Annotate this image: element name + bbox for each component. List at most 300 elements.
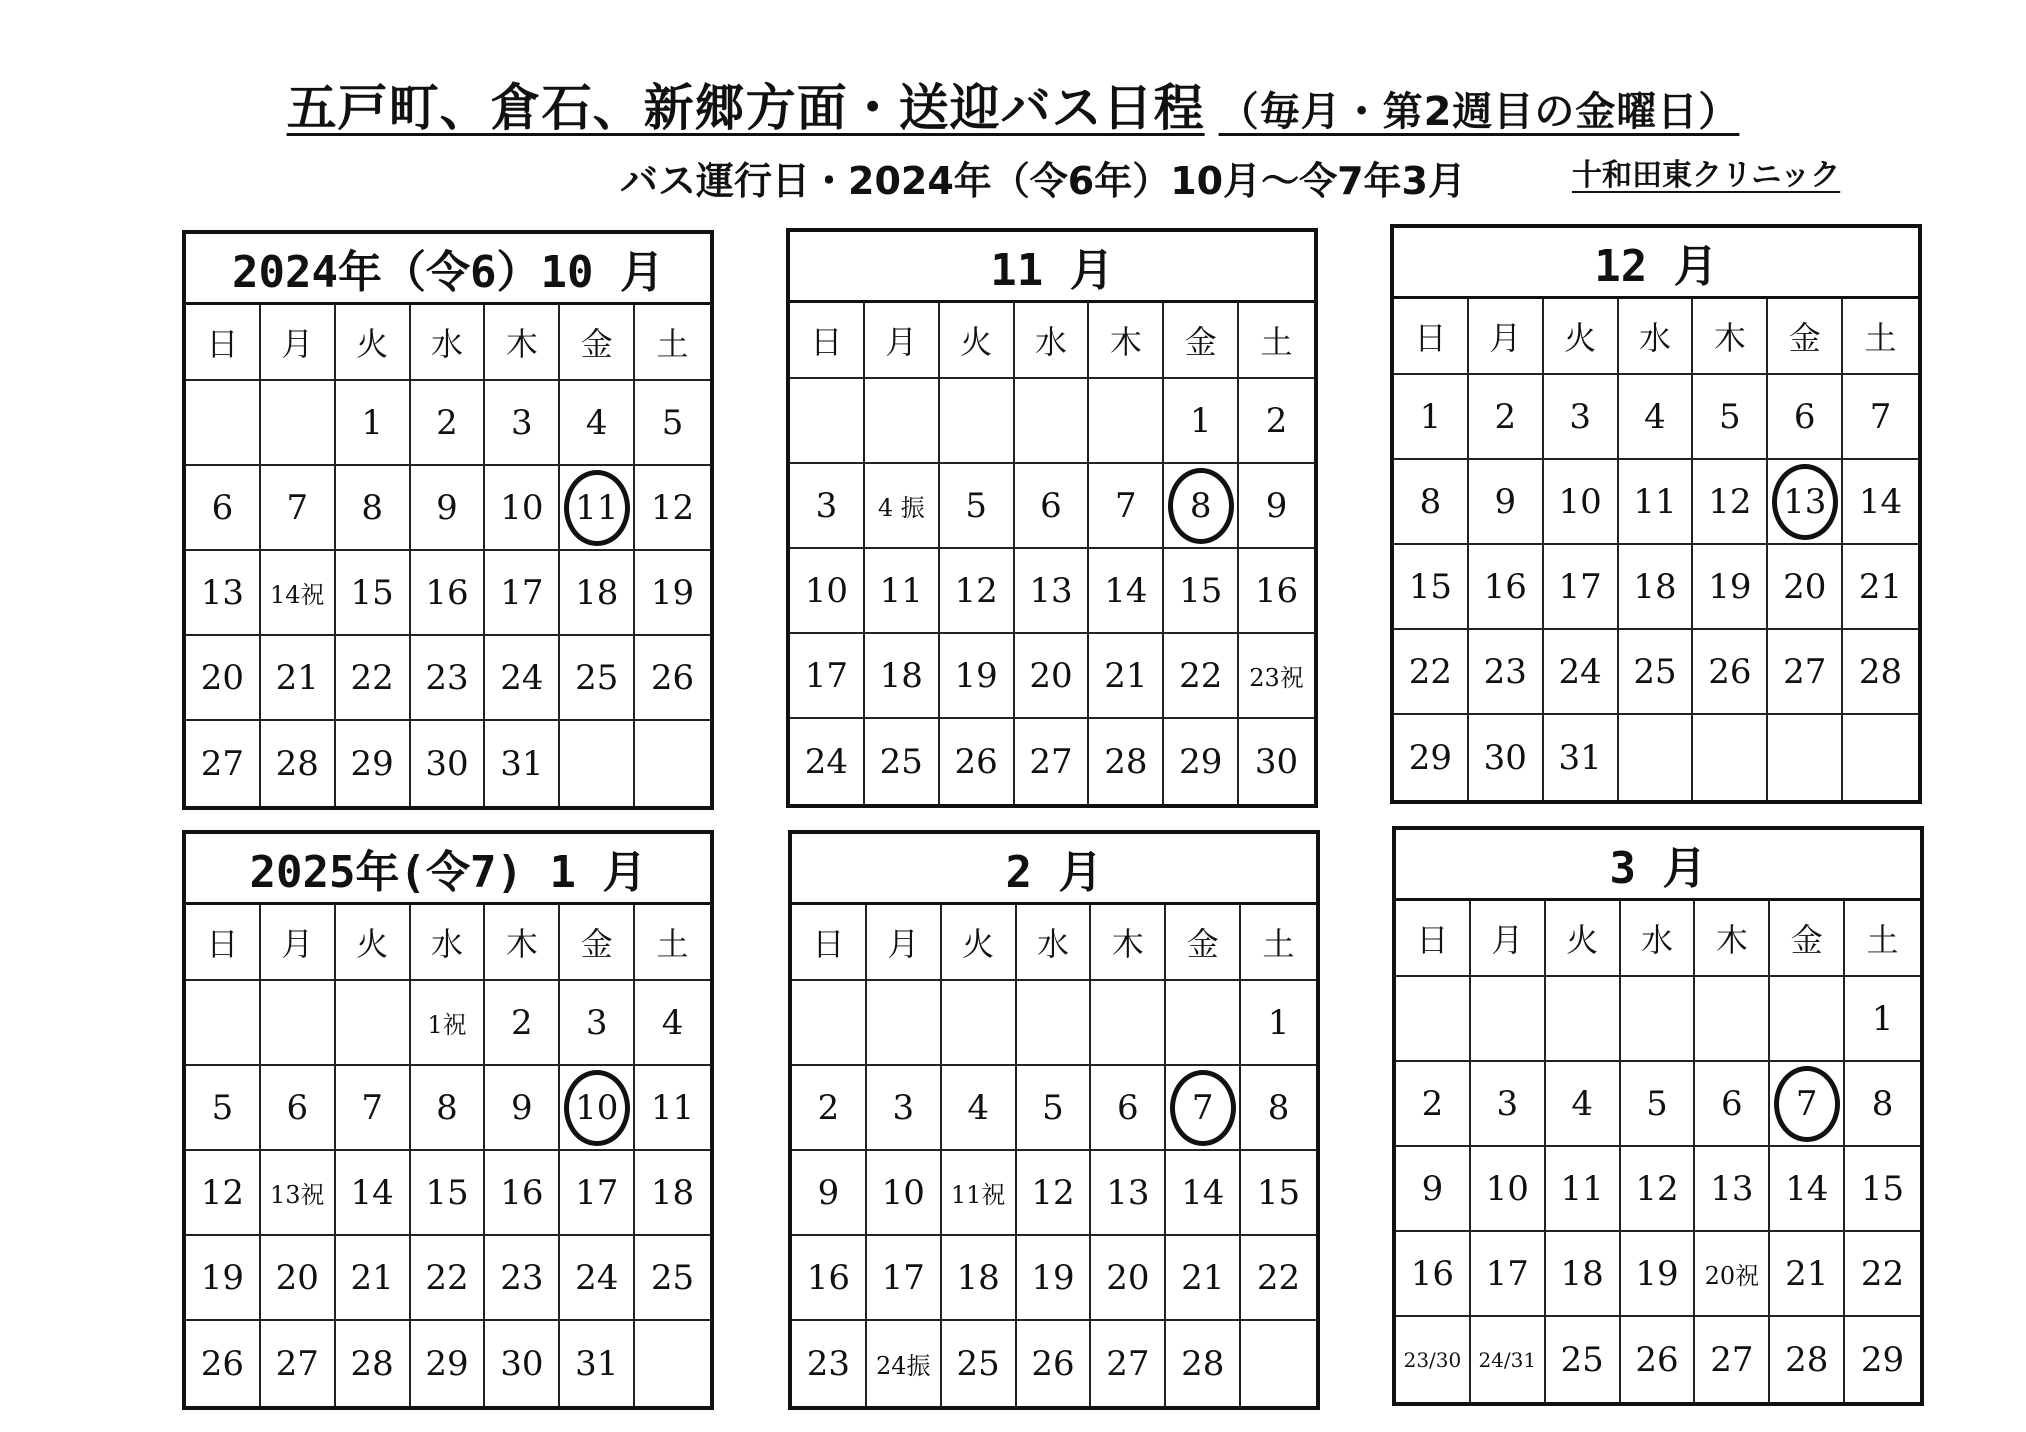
day-cell <box>940 379 1015 464</box>
day-cell <box>1770 977 1845 1062</box>
day-number: 2 <box>436 402 458 443</box>
day-cell <box>186 381 261 466</box>
day-cell <box>792 1151 867 1236</box>
day-number: 13 <box>1106 1172 1150 1213</box>
day-number: 10 <box>881 1172 925 1213</box>
day-cell <box>1396 1232 1471 1317</box>
day-cell <box>635 1066 710 1151</box>
day-number: 7 <box>1869 396 1892 437</box>
day-cell <box>186 551 261 636</box>
day-cell <box>635 981 710 1066</box>
bus-day-circle <box>1772 464 1838 540</box>
day-cell <box>261 1066 336 1151</box>
day-cell <box>1394 375 1469 460</box>
day-number: 1 <box>361 402 383 443</box>
day-cell <box>1544 630 1619 715</box>
day-number: 27 <box>1106 1343 1150 1384</box>
day-cell <box>485 1236 560 1321</box>
day-number: 23 <box>1483 651 1527 692</box>
day-cell <box>1396 1062 1471 1147</box>
day-number: 5 <box>661 402 684 443</box>
day-number: 18 <box>575 572 619 613</box>
bus-day-circle <box>1774 1066 1840 1142</box>
day-cell <box>1768 545 1843 630</box>
day-number: 22 <box>1408 651 1453 692</box>
day-number: 16 <box>806 1257 851 1298</box>
day-cell <box>1471 1232 1546 1317</box>
day-cell <box>1768 375 1843 460</box>
day-number: 21 <box>1785 1253 1829 1294</box>
day-cell <box>1164 634 1239 719</box>
day-cell <box>186 1066 261 1151</box>
weekday-header: 金 <box>1770 901 1845 977</box>
day-number: 13 <box>200 572 245 613</box>
weekday-header: 火 <box>336 305 411 381</box>
weekday-header: 月 <box>261 905 336 981</box>
day-number: 27 <box>1029 741 1073 782</box>
day-cell <box>1164 719 1239 804</box>
weekday-header: 月 <box>867 905 942 981</box>
month-calendar <box>182 230 714 810</box>
day-number: 25 <box>650 1257 695 1298</box>
day-number: 4 <box>661 1002 684 1043</box>
weekday-header: 月 <box>1469 299 1544 375</box>
day-cell <box>1619 375 1694 460</box>
day-cell <box>411 466 486 551</box>
day-cell <box>1239 379 1314 464</box>
day-cell <box>1396 1147 1471 1232</box>
day-number: 3 <box>511 402 533 443</box>
day-cell <box>485 721 560 806</box>
day-number: 25 <box>575 657 619 698</box>
day-number: 8 <box>1419 481 1442 522</box>
day-cell <box>1017 1151 1092 1236</box>
day-number: 18 <box>650 1172 695 1213</box>
day-number: 13祝 <box>270 1181 325 1209</box>
weekday-header: 木 <box>1693 299 1768 375</box>
day-cell <box>261 1151 336 1236</box>
day-cell <box>1166 1321 1241 1406</box>
day-cell <box>560 1236 635 1321</box>
day-number: 27 <box>200 743 245 784</box>
day-cell <box>635 1321 710 1406</box>
day-cell <box>1843 375 1918 460</box>
day-cell <box>940 634 1015 719</box>
weekday-header: 火 <box>1546 901 1621 977</box>
day-cell <box>186 636 261 721</box>
weekday-header: 火 <box>940 303 1015 379</box>
day-number: 15 <box>425 1172 469 1213</box>
day-cell <box>1091 981 1166 1066</box>
day-cell <box>560 721 635 806</box>
bus-day-cell <box>1768 460 1843 545</box>
day-cell <box>336 1066 411 1151</box>
day-number: 10 <box>1558 481 1602 522</box>
day-number: 12 <box>650 487 695 528</box>
day-cell <box>1544 715 1619 800</box>
day-number: 29 <box>350 743 394 784</box>
day-number: 7 <box>1795 1083 1818 1124</box>
day-number: 13 <box>1029 570 1073 611</box>
day-cell <box>261 381 336 466</box>
day-cell <box>635 636 710 721</box>
day-number: 1祝 <box>427 1011 467 1039</box>
day-cell <box>1089 464 1164 549</box>
day-cell <box>1768 630 1843 715</box>
day-number: 5 <box>211 1087 234 1128</box>
day-number: 20 <box>1783 566 1827 607</box>
day-number: 14 <box>1181 1172 1225 1213</box>
day-number: 13 <box>1710 1168 1754 1209</box>
day-number: 19 <box>200 1257 245 1298</box>
day-number: 28 <box>1858 651 1903 692</box>
weekday-header: 土 <box>635 905 710 981</box>
day-number: 17 <box>575 1172 619 1213</box>
day-cell <box>186 721 261 806</box>
day-number: 8 <box>1189 485 1212 526</box>
day-cell <box>865 379 940 464</box>
weekday-header: 金 <box>1768 299 1843 375</box>
day-cell <box>1544 460 1619 545</box>
weekday-header: 水 <box>1621 901 1696 977</box>
day-number: 20 <box>200 657 245 698</box>
day-cell <box>336 466 411 551</box>
day-cell <box>942 1236 1017 1321</box>
day-cell <box>1015 719 1090 804</box>
day-cell <box>411 721 486 806</box>
weekday-header: 木 <box>1091 905 1166 981</box>
day-number: 23祝 <box>1249 664 1304 692</box>
day-number: 15 <box>1256 1172 1301 1213</box>
day-cell <box>1089 379 1164 464</box>
day-number: 12 <box>1635 1168 1679 1209</box>
day-cell <box>635 551 710 636</box>
day-cell <box>485 551 560 636</box>
day-cell <box>1770 1232 1845 1317</box>
weekday-header: 火 <box>336 905 411 981</box>
weekday-header: 金 <box>1166 905 1241 981</box>
day-number: 30 <box>1483 737 1527 778</box>
day-number: 4 <box>967 1087 989 1128</box>
day-number: 17 <box>500 572 544 613</box>
day-cell <box>186 981 261 1066</box>
day-number: 15 <box>350 572 394 613</box>
day-cell <box>336 636 411 721</box>
day-cell <box>1091 1066 1166 1151</box>
day-cell <box>1544 545 1619 630</box>
day-number: 17 <box>1485 1253 1529 1294</box>
day-number: 22 <box>1860 1253 1905 1294</box>
month-label: 2 月 <box>792 834 1316 905</box>
weekday-header: 木 <box>1089 303 1164 379</box>
day-number: 3 <box>892 1087 915 1128</box>
weekday-header: 金 <box>560 305 635 381</box>
day-number: 28 <box>1785 1339 1829 1380</box>
day-number: 24振 <box>876 1352 931 1380</box>
day-number: 5 <box>965 485 987 526</box>
day-number: 20 <box>275 1257 319 1298</box>
title-main: 五戸町、倉石、新郷方面・送迎バス日程 <box>286 79 1205 137</box>
day-cell <box>1471 1317 1546 1402</box>
calendar-grid <box>792 905 1316 1406</box>
day-cell <box>1241 1236 1316 1321</box>
day-number: 9 <box>1265 485 1288 526</box>
day-cell <box>1394 545 1469 630</box>
day-number: 8 <box>361 487 383 528</box>
day-number: 11祝 <box>950 1181 1006 1209</box>
day-number: 18 <box>1560 1253 1604 1294</box>
day-number: 18 <box>956 1257 1000 1298</box>
day-cell <box>1546 1062 1621 1147</box>
day-number: 11 <box>879 570 923 611</box>
day-cell <box>336 551 411 636</box>
day-number: 28 <box>275 743 319 784</box>
calendar-grid <box>1396 901 1920 1402</box>
day-number: 24 <box>804 741 849 782</box>
day-number: 3 <box>815 485 838 526</box>
day-number: 2 <box>1421 1083 1444 1124</box>
day-cell <box>261 1321 336 1406</box>
day-number: 1 <box>1871 998 1894 1039</box>
service-period: バス運行日・2024年（令6年）10月～令7年3月 <box>620 159 1466 203</box>
day-number: 30 <box>1254 741 1299 782</box>
day-cell <box>867 1151 942 1236</box>
day-cell <box>1619 630 1694 715</box>
day-number: 14 <box>350 1172 394 1213</box>
day-cell <box>792 981 867 1066</box>
day-cell <box>940 549 1015 634</box>
day-cell <box>1695 1232 1770 1317</box>
bus-day-cell <box>1164 464 1239 549</box>
day-cell <box>1017 1236 1092 1321</box>
day-cell <box>485 981 560 1066</box>
day-number: 5 <box>1042 1087 1064 1128</box>
day-cell <box>635 721 710 806</box>
day-cell <box>336 981 411 1066</box>
day-cell <box>942 1151 1017 1236</box>
day-number: 24/31 <box>1478 1347 1537 1372</box>
document-title <box>0 68 2026 140</box>
bus-day-circle <box>1170 1070 1236 1146</box>
day-cell <box>1770 1147 1845 1232</box>
day-cell <box>1396 977 1471 1062</box>
day-number: 2 <box>1494 396 1517 437</box>
day-number: 29 <box>1179 741 1223 782</box>
day-number: 16 <box>1254 570 1299 611</box>
weekday-header: 金 <box>1164 303 1239 379</box>
day-number: 21 <box>1858 566 1903 607</box>
day-cell <box>411 381 486 466</box>
day-cell <box>485 1321 560 1406</box>
day-cell <box>635 1236 710 1321</box>
day-cell <box>635 381 710 466</box>
bus-day-cell <box>1166 1066 1241 1151</box>
day-number: 25 <box>956 1343 1000 1384</box>
day-number: 16 <box>1410 1253 1455 1294</box>
day-cell <box>1471 977 1546 1062</box>
day-number: 20 <box>1106 1257 1150 1298</box>
day-number: 9 <box>1494 481 1517 522</box>
day-number: 25 <box>879 741 923 782</box>
weekday-header: 金 <box>560 905 635 981</box>
day-number: 7 <box>1115 485 1137 526</box>
day-cell <box>1621 1317 1696 1402</box>
day-number: 24 <box>575 1257 619 1298</box>
day-number: 12 <box>1708 481 1752 522</box>
day-number: 30 <box>500 1343 544 1384</box>
day-number: 11 <box>1633 481 1677 522</box>
weekday-header: 土 <box>635 305 710 381</box>
day-cell <box>1469 715 1544 800</box>
weekday-header: 日 <box>792 905 867 981</box>
day-cell <box>1091 1321 1166 1406</box>
day-number: 4 <box>1644 396 1666 437</box>
calendar-grid <box>186 905 710 1406</box>
day-cell <box>1469 375 1544 460</box>
day-cell <box>411 1236 486 1321</box>
day-number: 22 <box>1256 1257 1301 1298</box>
day-cell <box>1239 464 1314 549</box>
day-cell <box>790 464 865 549</box>
day-cell <box>186 466 261 551</box>
day-number: 20祝 <box>1704 1262 1760 1290</box>
day-number: 23 <box>425 657 469 698</box>
day-number: 10 <box>804 570 849 611</box>
month-calendar <box>1390 224 1922 804</box>
month-label: 3 月 <box>1396 830 1920 901</box>
day-cell <box>1770 1317 1845 1402</box>
day-number: 31 <box>575 1343 619 1384</box>
day-cell <box>942 1066 1017 1151</box>
day-cell <box>261 466 336 551</box>
day-cell <box>1619 715 1694 800</box>
day-number: 4 振 <box>877 494 925 522</box>
weekday-header: 月 <box>865 303 940 379</box>
day-number: 26 <box>1031 1343 1075 1384</box>
weekday-header: 水 <box>411 305 486 381</box>
day-cell <box>867 1066 942 1151</box>
day-cell <box>411 636 486 721</box>
day-number: 9 <box>817 1172 840 1213</box>
weekday-header: 日 <box>186 905 261 981</box>
day-number: 18 <box>879 655 923 696</box>
day-cell <box>261 636 336 721</box>
day-number: 26 <box>954 741 998 782</box>
day-cell <box>1619 460 1694 545</box>
day-cell <box>1166 1151 1241 1236</box>
day-number: 29 <box>1860 1339 1905 1380</box>
day-number: 9 <box>511 1087 533 1128</box>
day-cell <box>1089 549 1164 634</box>
month-calendar <box>1392 826 1924 1406</box>
day-number: 14 <box>1785 1168 1829 1209</box>
day-cell <box>1015 464 1090 549</box>
weekday-header: 日 <box>1396 901 1471 977</box>
day-cell <box>867 1321 942 1406</box>
day-number: 1 <box>1189 400 1212 441</box>
day-cell <box>1845 1232 1920 1317</box>
day-cell <box>1239 634 1314 719</box>
day-cell <box>790 549 865 634</box>
day-cell <box>560 1151 635 1236</box>
title-note: （毎月・第2週目の金曜日） <box>1218 89 1740 135</box>
day-cell <box>1166 981 1241 1066</box>
day-cell <box>1241 1151 1316 1236</box>
bus-day-circle <box>564 1070 630 1146</box>
day-number: 1 <box>1267 1002 1290 1043</box>
day-cell <box>1091 1236 1166 1321</box>
day-number: 12 <box>954 570 998 611</box>
day-number: 24 <box>500 657 544 698</box>
day-number: 15 <box>1179 570 1223 611</box>
day-cell <box>867 1236 942 1321</box>
day-cell <box>790 379 865 464</box>
day-number: 27 <box>1783 651 1827 692</box>
day-number: 15 <box>1860 1168 1905 1209</box>
day-cell <box>942 981 1017 1066</box>
day-cell <box>1091 1151 1166 1236</box>
weekday-header: 月 <box>261 305 336 381</box>
day-number: 8 <box>1267 1087 1290 1128</box>
day-cell <box>485 381 560 466</box>
day-cell <box>940 464 1015 549</box>
day-cell <box>1166 1236 1241 1321</box>
bus-day-circle <box>1168 468 1234 544</box>
day-cell <box>186 1321 261 1406</box>
day-number: 22 <box>425 1257 469 1298</box>
day-cell <box>1546 1317 1621 1402</box>
month-label: 2024年（令6）10 月 <box>186 234 710 305</box>
day-cell <box>1843 460 1918 545</box>
bus-day-cell <box>560 1066 635 1151</box>
day-cell <box>560 551 635 636</box>
day-cell <box>1241 981 1316 1066</box>
day-cell <box>1546 1232 1621 1317</box>
day-cell <box>261 1236 336 1321</box>
weekday-header: 土 <box>1845 901 1920 977</box>
day-number: 19 <box>1031 1257 1075 1298</box>
day-cell <box>867 981 942 1066</box>
day-cell <box>635 466 710 551</box>
day-cell <box>1469 545 1544 630</box>
day-cell <box>1469 460 1544 545</box>
day-number: 2 <box>1265 400 1288 441</box>
day-cell <box>1693 460 1768 545</box>
day-number: 25 <box>1560 1339 1604 1380</box>
day-number: 26 <box>200 1343 245 1384</box>
day-number: 19 <box>1708 566 1752 607</box>
day-cell <box>1396 1317 1471 1402</box>
day-cell <box>1621 1232 1696 1317</box>
weekday-header: 土 <box>1843 299 1918 375</box>
day-number: 26 <box>650 657 695 698</box>
day-cell <box>1843 630 1918 715</box>
clinic-name: 十和田東クリニック <box>1572 158 1841 193</box>
day-number: 3 <box>1569 396 1591 437</box>
day-cell <box>411 981 486 1066</box>
day-cell <box>865 464 940 549</box>
day-cell <box>411 1321 486 1406</box>
day-cell <box>1015 379 1090 464</box>
day-number: 18 <box>1633 566 1677 607</box>
day-number: 21 <box>350 1257 394 1298</box>
day-number: 12 <box>200 1172 245 1213</box>
weekday-header: 水 <box>1017 905 1092 981</box>
weekday-header: 木 <box>485 305 560 381</box>
month-calendar <box>786 228 1318 808</box>
day-cell <box>1695 977 1770 1062</box>
calendar-grid <box>1394 299 1918 800</box>
